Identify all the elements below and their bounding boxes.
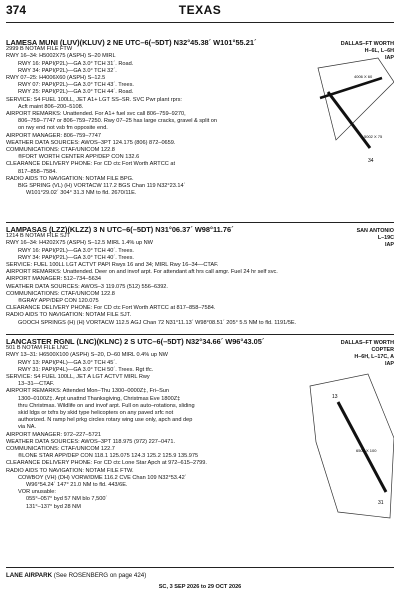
lamesa-line: Acft maint 806–200–5108. <box>18 103 84 110</box>
lancaster-line: 131°–137° byd 28 NM <box>26 503 81 510</box>
lancaster-line: LANCASTER RGNL (LNC)(KLNC) 2 S UTC–6(–5DT) N32°34.66´ W96°43.05´ <box>6 337 265 346</box>
lancaster-line: RADIO AIDS TO NAVIGATION: NOTAM FILE FTW. <box>6 467 134 474</box>
lamesa-line: RWY 16: PAPI(P2L)—GA 3.0° TCH 31´. Road. <box>18 60 134 67</box>
lamesa-line: 2999 B NOTAM FILE FTW <box>6 46 73 53</box>
lancaster-line: authorized. N ramp hel prkg circles rotary wing use only, apch and dep <box>18 417 193 424</box>
svg-text:6500 X 100: 6500 X 100 <box>356 448 377 453</box>
lampasas-line: RWY 16–34: H4202X75 (ASPH) S–12.5 MIRL 1.4% up NW <box>6 240 153 247</box>
lampasas-line: SERVICE: FUEL 100LL LGT ACTVT PAPI Rwys 16 and 34; MIRL Rwy 16–34—CTAF. <box>6 262 219 269</box>
lancaster-line: RWY 13: PAPI(P4L)—GA 3.0° TCH 45´. <box>18 359 117 366</box>
lampasas-line: ®GRAY APP/DEP CON 120.075 <box>18 298 99 305</box>
lancaster-line: RWY 13–31: H6500X100 (ASPH) S–20, D–60 MIRL 0.4% up NW <box>6 352 168 359</box>
lampasas-line: COMMUNICATIONS: CTAF/UNICOM 122.8 <box>6 290 115 297</box>
lancaster-line: 055°–057° byd 57 NM blo 7,500´ <box>26 496 108 503</box>
chart-ref-item: H–6H, L–17C, A <box>354 354 394 360</box>
chart-ref-item: DALLAS–FT WORTH <box>340 41 394 47</box>
airport-diagram-lamesa <box>308 48 394 168</box>
lancaster-line: W96°54.24´ 147° 21.0 NM to fld. 443/6E. <box>26 482 128 489</box>
chart-ref-item: COPTER <box>371 347 394 353</box>
svg-text:13: 13 <box>332 394 338 400</box>
chart-ref-item: SAN ANTONIO <box>356 228 394 234</box>
airport-diagram-lancaster <box>308 372 394 522</box>
airport-entry-lampasas <box>6 226 394 327</box>
svg-text:31: 31 <box>378 500 384 506</box>
lamesa-line: RWY 34: PAPI(P2L)—GA 3.0° TCH 32´. <box>18 67 117 74</box>
lamesa-line: W101°29.02´ 304° 31.3 NM to fld. 2670/11E. <box>26 190 137 197</box>
lamesa-line: CLEARANCE DELIVERY PHONE: For CD ctc Fort Worth ARTCC at <box>6 161 175 168</box>
lampasas-line: RADIO AIDS TO NAVIGATION: NOTAM FILE SJT. <box>6 312 132 319</box>
lampasas-line: CLEARANCE DELIVERY PHONE: For CD ctc Fort Worth ARTCC at 817–858–7584. <box>6 305 216 312</box>
chart-ref-item: IAP <box>385 242 394 248</box>
lamesa-line: RWY 07: PAPI(P2L)—GA 3.0° TCH 43´. Trees. <box>18 82 134 89</box>
lamesa-line: WEATHER DATA SOURCES: AWOS–3PT 124.175 (806) 872–0659. <box>6 139 176 146</box>
chart-ref-item: H–6L, L–6H <box>364 48 394 54</box>
chart-ref-item: DALLAS–FT WORTH <box>340 340 394 346</box>
lamesa-line: RWY 25: PAPI(P2L)—GA 3.0° TCH 44´. Road. <box>18 89 134 96</box>
lancaster-line: SERVICE: S4 FUEL 100LL, JET A LGT ACTVT MIRL Rwy <box>6 374 150 381</box>
lampasas-line: 1214 B NOTAM FILE SJT <box>6 233 70 240</box>
lamesa-line: 817–858–7584. <box>18 168 57 175</box>
lampasas-line: AIRPORT MANAGER: 512–734–5634 <box>6 276 101 283</box>
lane-airpark-entry <box>6 572 146 579</box>
lampasas-line: GOOCH SPRINGS (H) (H) VORTACW 112.5 AGJ Chan 72 N31°11.13´ W98°08.51´ 205° 5.5 NM to fld. 1191/5E. <box>18 319 297 326</box>
lancaster-line: AIRPORT MANAGER: 972–227–5721 <box>6 431 101 438</box>
section-rule-3 <box>6 567 394 568</box>
lancaster-line: COMMUNICATIONS: CTAF/UNICOM 122.7 <box>6 446 115 453</box>
lancaster-line: 13–31—CTAF. <box>18 381 55 388</box>
lancaster-line: thru Christmas. Wildlife on and invof arpt. Full on auto–rotations, sliding <box>18 402 195 409</box>
lamesa-line: COMMUNICATIONS: CTAF/UNICOM 122.8 <box>6 147 115 154</box>
section-rule-2 <box>6 334 394 335</box>
lancaster-line: 501 B NOTAM FILE LNC <box>6 345 69 352</box>
lamesa-line: LAMESA MUNI (LUV)(KLUV) 2 NE UTC–6(–5DT) N32°45.38´ W101°55.21´ <box>6 38 257 47</box>
lamesa-line: RADIO AIDS TO NAVIGATION: NOTAM FILE BPG. <box>6 175 134 182</box>
lancaster-line: CLEARANCE DELIVERY PHONE: For CD ctc Lone Star Apch at 972–615–2799. <box>6 460 207 467</box>
lancaster-line: COWBOY (VH) (DH) VORW/DME 116.2 CVE Chan 109 N32°53.42´ <box>18 474 187 481</box>
lampasas-line: AIRPORT REMARKS: Unattended. Deer on and invof arpt. For attendant aft hrs call amgr. Fuel 24 hr self svc. <box>6 269 278 276</box>
lancaster-line: via NA. <box>18 424 37 431</box>
lane-airpark-name: LANE AIRPARK <box>6 572 53 579</box>
page-header <box>6 0 394 22</box>
lampasas-line: RWY 16: PAPI(P2L)—GA 3.0° TCH 40´. Trees. <box>18 247 134 254</box>
lamesa-line: AIRPORT REMARKS: Unattended. For A1+ fuel svc call 806–759–9270, <box>6 111 186 118</box>
lamesa-line: ®FORT WORTH CENTER APP/DEP CON 132.6 <box>18 154 140 161</box>
chart-ref-item: IAP <box>385 361 394 367</box>
lane-airpark-ref: (See ROSENBERG on page 424) <box>53 572 147 579</box>
header-rule <box>6 22 394 23</box>
lamesa-line: on rwy end not vsb fm opposite end. <box>18 125 108 132</box>
svg-text:5002 X 75: 5002 X 75 <box>364 134 383 139</box>
lancaster-line: ®LONE STAR APP/DEP CON 118.1 125.075 124.3 125.2 125.9 135.975 <box>18 453 199 460</box>
chart-ref-item: IAP <box>385 55 394 61</box>
chart-ref-item: L–19C <box>377 235 394 241</box>
svg-text:4006 X 60: 4006 X 60 <box>354 74 373 79</box>
chart-refs-lampasas <box>357 228 394 249</box>
svg-text:34: 34 <box>368 158 374 164</box>
lampasas-line: RWY 34: PAPI(P2L)—GA 3.0° TCH 40´. Trees. <box>18 254 134 261</box>
lampasas-line: LAMPASAS (LZZ)(KLZZ) 3 N UTC–6(–5DT) N31°06.37´ W98°11.76´ <box>6 225 234 234</box>
lampasas-text <box>6 226 394 327</box>
lancaster-line: WEATHER DATA SOURCES: AWOS–3PT 118.975 (972) 227–0471. <box>6 438 176 445</box>
lamesa-line: RWY 16–34: H5002X75 (ASPH) S–20 MIRL <box>6 53 116 60</box>
section-rule-1 <box>6 222 394 223</box>
page-state-title: TEXAS <box>178 3 222 17</box>
lamesa-line: 806–759–7747 or 806–759–7250. Rwy 07–25 has large cracks, gravel & split on <box>18 118 218 125</box>
lancaster-line: VOR unusable: <box>18 489 56 496</box>
lancaster-line: RWY 31: PAPI(P4L)—GA 3.0° TCH 50´. Trees. Rgt tfc. <box>18 366 154 373</box>
lamesa-line: SERVICE: S4 FUEL 100LL, JET A1+ LGT SS–SR. SVC Pwr plant rprs: <box>6 96 182 103</box>
lancaster-line: AIRPORT REMARKS: Attended Mon–Thu 1300–0000Z‡, Fri–Sun <box>6 388 170 395</box>
page-number: 374 <box>6 3 27 17</box>
lamesa-line: BIG SPRING (VL) (H) VORTACW 117.2 BGS Chan 119 N32°23.14´ <box>18 183 186 190</box>
page-footer: SC, 3 SEP 2026 to 29 OCT 2026 <box>158 584 242 590</box>
lamesa-line: AIRPORT MANAGER: 806–759–7747 <box>6 132 101 139</box>
lancaster-line: 1300–0100Z‡. Arpt unattnd Thanksgiving, Christmas Eve 1800Z‡ <box>18 395 181 402</box>
lampasas-line: WEATHER DATA SOURCES: AWOS–3 119.075 (512) 556–6392. <box>6 283 168 290</box>
lancaster-line: skid ldgs or txfrs by skid type helicopters on any paved srfc not <box>18 410 174 417</box>
lamesa-line: RWY 07–25: H4006X60 (ASPH) S–12.5 <box>6 75 106 82</box>
chart-refs-lancaster <box>341 340 394 368</box>
